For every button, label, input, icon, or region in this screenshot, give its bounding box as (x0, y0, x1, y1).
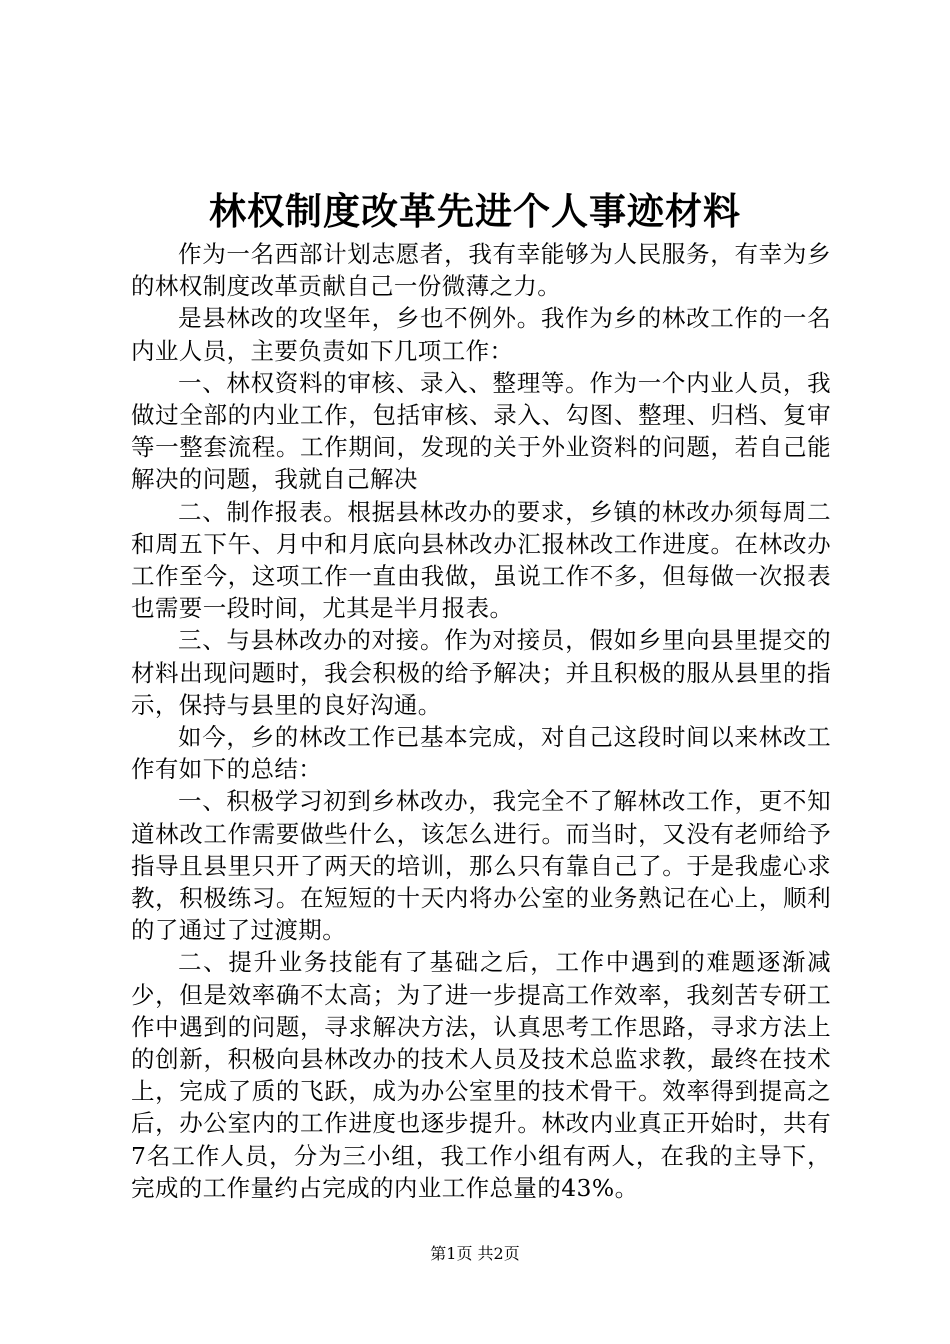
paragraph-1: 作为一名西部计划志愿者，我有幸能够为人民服务，有幸为乡的林权制度改革贡献自己一份微薄之力。 (131, 240, 831, 301)
paragraph-5: 三、与县林改办的对接。作为对接员，假如乡里向县里提交的材料出现问题时，我会积极的给予解决；并且积极的服从县里的指示，保持与县里的良好沟通。 (131, 626, 831, 719)
paragraph-4: 二、制作报表。根据县林改办的要求，乡镇的林改办须每周二和周五下午、月中和月底向县林改办汇报林改工作进度。在林改办工作至今，这项工作一直由我做，虽说工作不多，但每做一次报表也需要一段时间，尤其是半月报表。 (131, 497, 831, 623)
paragraph-8: 二、提升业务技能有了基础之后，工作中遇到的难题逐渐减少，但是效率确不太高；为了进一步提高工作效率，我刻苦专研工作中遇到的问题，寻求解决方法，认真思考工作思路，寻求方法上的创新，积极向县林改办的技术人员及技术总监求教，最终在技术上，完成了质的飞跃，成为办公室里的技术骨干。效率得到提高之后，办公室内的工作进度也逐步提升。林改内业真正开始时，共有7名工作人员，分为三小组，我工作小组有两人，在我的主导下，完成的工作量约占完成的内业工作总量的43%。 (131, 948, 831, 1202)
page-footer: 第1页 共2页 (430, 1244, 520, 1263)
document-body (131, 238, 831, 1204)
paragraph-7: 一、积极学习初到乡林改办，我完全不了解林改工作，更不知道林改工作需要做些什么，该怎么进行。而当时，又没有老师给予指导且县里只开了两天的培训，那么只有靠自己了。于是我虚心求教，积极练习。在短短的十天内将办公室的业务熟记在心上，顺利的了通过了过渡期。 (131, 787, 831, 945)
paragraph-2: 是县林改的攻坚年，乡也不例外。我作为乡的林改工作的一名内业人员，主要负责如下几项工作： (131, 304, 831, 365)
document-title: 林权制度改革先进个人事迹材料 (209, 189, 741, 233)
paragraph-3: 一、林权资料的审核、录入、整理等。作为一个内业人员，我做过全部的内业工作，包括审核、录入、勾图、整理、归档、复审等一整套流程。工作期间，发现的关于外业资料的问题，若自己能解决的问题，我就自己解决 (131, 368, 831, 494)
paragraph-6: 如今，乡的林改工作已基本完成，对自己这段时间以来林改工作有如下的总结： (131, 723, 831, 784)
